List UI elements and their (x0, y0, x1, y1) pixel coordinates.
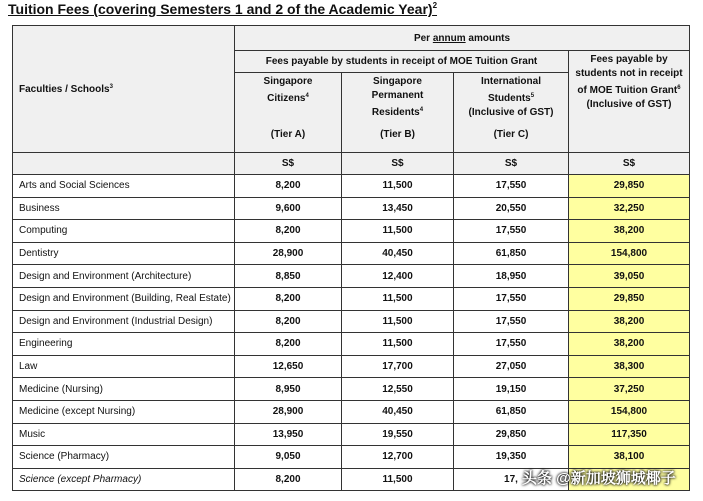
no-grant-text: Fees payable by students not in receipt of MOE Tuition Grant (575, 54, 683, 96)
currency-cell-c: S$ (454, 153, 569, 175)
pr-header (342, 73, 454, 153)
per-annum-suffix: amounts (465, 32, 511, 44)
tier-b-fee-cell: 12,550 (342, 378, 454, 401)
no-grant-label (569, 53, 689, 98)
tier-c-fee-cell: 20,550 (454, 197, 569, 220)
faculty-name-cell: Law (13, 355, 235, 378)
table-body (13, 175, 690, 491)
pr-text: Singapore Permanent Residents (371, 76, 424, 118)
tier-b-fee-cell: 40,450 (342, 242, 454, 265)
table-row (13, 400, 690, 423)
per-annum-word: annum (432, 32, 466, 44)
tier-c-fee-cell: 17,550 (454, 287, 569, 310)
tier-b-fee-cell: 12,700 (342, 446, 454, 469)
table-row (13, 333, 690, 356)
intl-gst: (Inclusive of GST) (468, 107, 554, 118)
tier-b-fee-cell: 11,500 (342, 175, 454, 198)
no-grant-fee-cell: 29,850 (569, 287, 690, 310)
tier-b-label: (Tier B) (380, 129, 415, 140)
tier-b-fee-cell: 17,700 (342, 355, 454, 378)
pr-footnote: 4 (419, 107, 424, 113)
table-row (13, 310, 690, 333)
faculty-name-cell: Science (except Pharmacy) (13, 468, 235, 491)
tier-a-fee-cell: 13,950 (235, 423, 342, 446)
no-grant-header (569, 51, 690, 153)
faculties-footnote: 3 (109, 83, 113, 90)
tier-a-fee-cell: 8,200 (235, 310, 342, 333)
tier-c-fee-cell: 19,150 (454, 378, 569, 401)
faculty-name-cell: Science (Pharmacy) (13, 446, 235, 469)
page-title (8, 1, 437, 17)
header-row-1 (13, 26, 690, 51)
no-grant-gst: (Inclusive of GST) (586, 99, 672, 110)
table-row (13, 220, 690, 243)
tier-c-fee-cell: 17,550 (454, 333, 569, 356)
tier-c-fee-cell: 61,850 (454, 242, 569, 265)
faculty-name-cell: Music (13, 423, 235, 446)
tier-a-fee-cell: 8,200 (235, 287, 342, 310)
citizens-header (235, 73, 342, 153)
faculty-name-cell: Design and Environment (Architecture) (13, 265, 235, 288)
intl-header (454, 73, 569, 153)
tier-a-fee-cell: 8,200 (235, 175, 342, 198)
no-grant-fee-cell: 38,300 (569, 355, 690, 378)
tier-b-fee-cell: 19,550 (342, 423, 454, 446)
no-grant-footnote: 6 (677, 85, 681, 91)
citizens-label (235, 75, 341, 106)
tier-c-fee-cell: 27,050 (454, 355, 569, 378)
currency-cell-b: S$ (342, 153, 454, 175)
faculty-name-cell: Business (13, 197, 235, 220)
title-text: Tuition Fees (covering Semesters 1 and 2 of the Academic Year) (8, 1, 433, 17)
per-annum-header (235, 26, 690, 51)
no-grant-fee-cell: 117,350 (569, 423, 690, 446)
tier-c-fee-cell: 17,550 (454, 220, 569, 243)
faculty-name-cell: Medicine (except Nursing) (13, 400, 235, 423)
pr-label (342, 75, 453, 120)
tier-c-label: (Tier C) (493, 129, 529, 140)
tier-c-fee-cell: 17,550 (454, 310, 569, 333)
faculty-name-cell: Design and Environment (Building, Real Estate) (13, 287, 235, 310)
table-row (13, 446, 690, 469)
tier-c-fee-cell: 61,850 (454, 400, 569, 423)
no-grant-fee-cell: 154,800 (569, 242, 690, 265)
no-grant-fee-cell: 37,250 (569, 378, 690, 401)
tier-b-fee-cell: 11,500 (342, 287, 454, 310)
faculty-name-cell: Design and Environment (Industrial Design) (13, 310, 235, 333)
tier-c-fee-cell: 17,550 (454, 175, 569, 198)
intl-text: International Students (480, 76, 541, 104)
faculty-name-cell: Engineering (13, 333, 235, 356)
table-row (13, 423, 690, 446)
tier-c-fee-cell: 29,850 (454, 423, 569, 446)
faculty-name-cell: Medicine (Nursing) (13, 378, 235, 401)
citizens-text: Singapore Citizens (263, 76, 313, 104)
no-grant-fee-cell: 38,200 (569, 310, 690, 333)
tier-a-label: (Tier A) (270, 129, 306, 140)
tier-a-fee-cell: 28,900 (235, 400, 342, 423)
table-row (13, 378, 690, 401)
faculty-name-cell: Arts and Social Sciences (13, 175, 235, 198)
no-grant-fee-cell: 154,800 (569, 400, 690, 423)
title-footnote: 2 (432, 1, 438, 10)
faculty-name-cell: Dentistry (13, 242, 235, 265)
tier-c-fee-cell: 19,350 (454, 446, 569, 469)
grant-group-header: Fees payable by students in receipt of MOE Tuition Grant (235, 51, 569, 73)
intl-label (454, 75, 568, 106)
tier-a-fee-cell: 12,650 (235, 355, 342, 378)
table-row (13, 175, 690, 198)
no-grant-fee-cell: 39,050 (569, 265, 690, 288)
table-row (13, 287, 690, 310)
tier-b-fee-cell: 12,400 (342, 265, 454, 288)
per-annum-prefix: Per (413, 32, 433, 44)
no-grant-fee-cell: 38,200 (569, 220, 690, 243)
watermark-text: 头条 @新加坡狮城椰子 (522, 470, 676, 487)
no-grant-fee-cell: 38,200 (569, 333, 690, 356)
no-grant-fee-cell: 29,850 (569, 175, 690, 198)
currency-row (13, 153, 690, 175)
tier-b-fee-cell: 40,450 (342, 400, 454, 423)
currency-cell-d: S$ (569, 153, 690, 175)
faculties-header (13, 26, 235, 153)
tier-a-fee-cell: 9,600 (235, 197, 342, 220)
tier-a-fee-cell: 9,050 (235, 446, 342, 469)
citizens-footnote: 4 (305, 93, 309, 99)
tier-b-fee-cell: 13,450 (342, 197, 454, 220)
tier-b-fee-cell: 11,500 (342, 220, 454, 243)
tier-c-fee-cell: 17, (454, 468, 569, 491)
faculties-header-label: Faculties / Schools (19, 83, 110, 95)
currency-blank-cell (13, 153, 235, 175)
tier-a-fee-cell: 8,200 (235, 220, 342, 243)
tier-a-fee-cell: 8,950 (235, 378, 342, 401)
tier-b-fee-cell: 11,500 (342, 468, 454, 491)
tier-a-fee-cell: 8,850 (235, 265, 342, 288)
faculty-name-cell: Computing (13, 220, 235, 243)
tier-a-fee-cell: 8,200 (235, 468, 342, 491)
no-grant-fee-cell: 38,100 (569, 446, 690, 469)
table-row (13, 197, 690, 220)
table-row (13, 265, 690, 288)
tier-a-fee-cell: 8,200 (235, 333, 342, 356)
no-grant-fee-cell: 32,250 (569, 197, 690, 220)
table-row (13, 355, 690, 378)
tier-b-fee-cell: 11,500 (342, 333, 454, 356)
tuition-fees-table (12, 25, 690, 491)
intl-footnote: 5 (530, 93, 535, 99)
tier-c-fee-cell: 18,950 (454, 265, 569, 288)
table-row (13, 242, 690, 265)
tier-b-fee-cell: 11,500 (342, 310, 454, 333)
currency-cell-a: S$ (235, 153, 342, 175)
tier-a-fee-cell: 28,900 (235, 242, 342, 265)
